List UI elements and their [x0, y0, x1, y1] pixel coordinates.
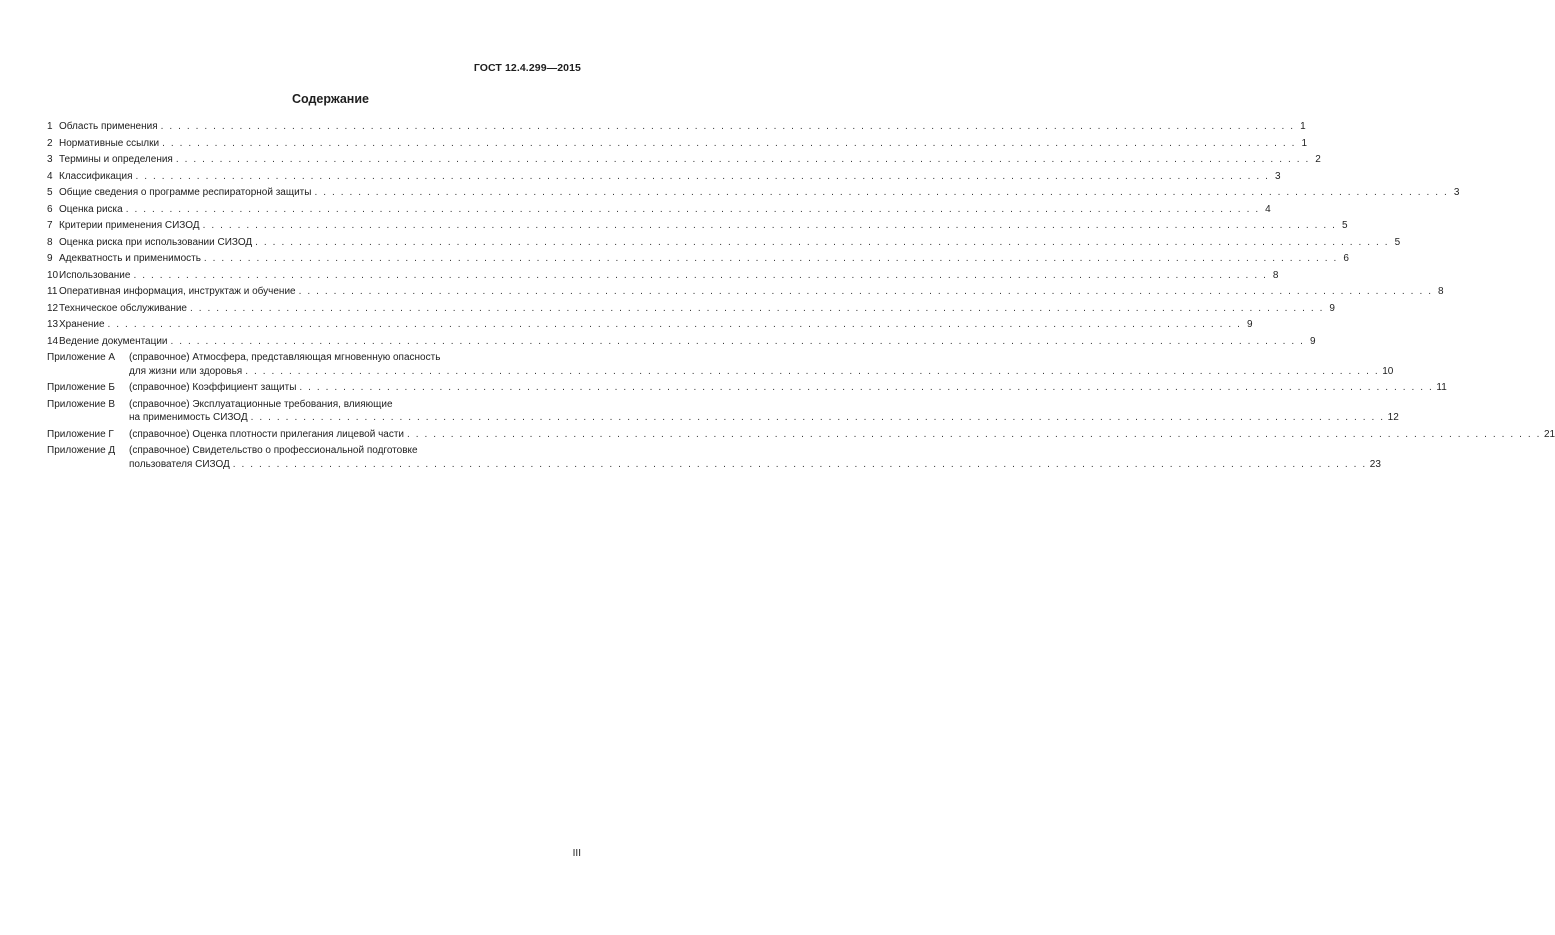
toc-entry-page: 1: [1300, 121, 1306, 132]
toc-row: [47, 203, 1271, 217]
toc-row: [47, 335, 1316, 349]
toc-entry[interactable]: [47, 170, 1281, 184]
toc-entry-text: [47, 236, 252, 250]
toc-entry[interactable]: [47, 137, 1308, 151]
toc-row: [47, 269, 1279, 283]
toc-entry-text: [47, 335, 168, 349]
toc-row: [129, 428, 1555, 442]
appendix-page: 12: [1387, 412, 1399, 423]
toc-entry-label: Термины и определения: [59, 154, 173, 165]
appendix-title-line1: (справочное) Эксплуатационные требования, влияющие: [129, 398, 393, 410]
appendix-title-line2: пользователя СИЗОД: [129, 458, 230, 470]
dot-leader: [245, 365, 1379, 379]
toc-entry-text: [47, 203, 123, 217]
toc-entry-label: Адекватность и применимость: [59, 253, 201, 264]
toc-entry-label: Нормативные ссылки: [59, 137, 160, 149]
toc-entry-page: 4: [1265, 203, 1271, 215]
toc-entry[interactable]: [47, 335, 1316, 349]
toc-entry[interactable]: [47, 186, 1460, 200]
toc-entry-number: 8: [47, 236, 53, 248]
dot-leader: [161, 120, 1295, 134]
dot-leader: [204, 252, 1338, 266]
appendix-body: [129, 398, 1399, 425]
toc-entry-page: 3: [1274, 170, 1281, 182]
toc-entry-text: [47, 153, 173, 167]
toc-entry-page: 5: [1394, 236, 1401, 248]
appendix-title-line2: для жизни или здоровья: [129, 365, 243, 377]
toc-row: [47, 137, 1308, 151]
toc-entry-text: [47, 269, 130, 283]
appendix-label: Приложение А: [47, 352, 116, 363]
toc-entry[interactable]: [47, 252, 1349, 266]
toc-entry-text: [47, 219, 200, 233]
toc-row: [129, 458, 1381, 472]
dot-leader: [255, 236, 1389, 250]
appendix-body: [129, 444, 1381, 471]
appendix-entry[interactable]: [47, 381, 1447, 395]
toc-entry-page: 6: [1343, 253, 1349, 264]
toc-row: [47, 170, 1281, 184]
toc-entry-text: [47, 170, 133, 184]
toc-entry-text: [47, 120, 158, 134]
appendices-list: [47, 351, 1555, 471]
appendix-entry[interactable]: [47, 398, 1399, 425]
toc-entry-number: 11: [47, 286, 58, 297]
toc-entry-number: 12: [47, 302, 59, 314]
dot-leader: [171, 335, 1305, 349]
toc-entry-label: Оценка риска при использовании СИЗОД: [59, 236, 253, 248]
toc-row: [129, 365, 1393, 379]
toc-entry[interactable]: [47, 302, 1335, 316]
toc-entry-label: Ведение документации: [59, 335, 168, 347]
toc-entry-page: 8: [1272, 269, 1279, 281]
appendix-title-line1: (справочное) Свидетельство о профессиональной подготовке: [129, 445, 418, 456]
appendix-entry[interactable]: [47, 444, 1381, 471]
sections-list: [47, 120, 1460, 348]
toc-entry[interactable]: [47, 219, 1348, 233]
toc-entry[interactable]: [47, 203, 1271, 217]
toc-row: [129, 411, 1399, 425]
toc-entry-number: 1: [47, 121, 53, 132]
dot-leader: [126, 203, 1260, 217]
appendix-entry[interactable]: [47, 428, 1555, 442]
toc-entry-label: Оценка риска: [59, 203, 123, 215]
toc-entry-label: Использование: [59, 269, 131, 281]
toc-entry-text: [47, 318, 105, 332]
dot-leader: [133, 269, 1267, 283]
toc-row: [47, 236, 1401, 250]
table-of-contents: [47, 120, 1555, 474]
toc-row: [47, 219, 1348, 233]
dot-leader: [299, 285, 1433, 299]
toc-entry-number: 14: [47, 335, 59, 347]
toc-entry-page: 9: [1309, 335, 1316, 347]
toc-entry[interactable]: [47, 120, 1306, 134]
appendix-page: 11: [1436, 382, 1447, 393]
toc-row: [47, 252, 1349, 266]
appendix-page: 21: [1544, 428, 1555, 440]
appendix-body: [129, 351, 1393, 378]
appendix-body: [129, 381, 1447, 395]
toc-entry-label: Оперативная информация, инструктаж и обучение: [59, 286, 296, 297]
toc-row: [47, 120, 1306, 134]
toc-entry-label: Критерии применения СИЗОД: [59, 220, 200, 231]
dot-leader: [251, 411, 1385, 425]
dot-leader: [407, 428, 1541, 442]
dot-leader: [314, 186, 1448, 200]
toc-entry-label: Хранение: [59, 319, 105, 330]
toc-entry-page: 1: [1301, 137, 1308, 149]
toc-entry-number: 2: [47, 137, 53, 149]
appendix-label: Приложение В: [47, 398, 116, 410]
toc-entry[interactable]: [47, 269, 1279, 283]
toc-entry-label: Общие сведения о программе респираторной защиты: [59, 187, 312, 198]
dot-leader: [190, 302, 1324, 316]
toc-row: [47, 186, 1460, 200]
toc-entry-text: [47, 186, 311, 200]
toc-row: [47, 285, 1444, 299]
toc-entry-page: 2: [1315, 154, 1321, 165]
toc-entry-page: 9: [1246, 319, 1253, 330]
toc-title: Содержание: [291, 92, 369, 106]
appendix-page: 23: [1369, 458, 1381, 470]
toc-entry-page: 8: [1438, 286, 1444, 297]
dot-leader: [162, 137, 1296, 151]
appendix-body: [129, 428, 1555, 442]
appendix-page: 10: [1382, 365, 1394, 377]
toc-entry[interactable]: [47, 285, 1444, 299]
toc-entry-label: Классификация: [59, 170, 133, 182]
document-code: ГОСТ 12.4.299—2015: [473, 62, 581, 74]
appendix-entry[interactable]: [47, 351, 1394, 378]
toc-entry[interactable]: [47, 318, 1253, 332]
toc-entry-number: 6: [47, 203, 53, 215]
toc-entry-label: Область применения: [59, 121, 158, 132]
dot-leader: [176, 153, 1310, 167]
appendix-label: Приложение Б: [47, 382, 115, 393]
toc-row: [47, 318, 1253, 332]
toc-entry-number: 5: [47, 187, 53, 198]
toc-row: [47, 153, 1321, 167]
toc-entry-label: Техническое обслуживание: [59, 302, 187, 314]
toc-entry[interactable]: [47, 236, 1401, 250]
toc-entry-text: [47, 285, 296, 299]
toc-entry-number: 10: [47, 269, 59, 281]
toc-row: [129, 381, 1447, 395]
toc-entry-page: 9: [1329, 302, 1335, 314]
toc-entry-number: 3: [47, 154, 53, 165]
toc-entry-number: 4: [47, 170, 53, 182]
page-number: III: [572, 848, 581, 859]
appendix-title-line1: (справочное) Атмосфера, представляющая мгновенную опасность: [129, 352, 441, 363]
appendix-title-line2: на применимость СИЗОД: [129, 412, 248, 423]
dot-leader: [203, 219, 1337, 233]
toc-entry[interactable]: [47, 153, 1321, 167]
dot-leader: [299, 381, 1433, 395]
toc-entry-number: 9: [47, 253, 53, 264]
appendix-label: Приложение Г: [47, 428, 114, 440]
appendix-title-line1: (справочное) Коэффициент защиты: [129, 382, 297, 393]
dot-leader: [108, 318, 1242, 332]
toc-row: [47, 302, 1335, 316]
toc-entry-text: [47, 137, 159, 151]
toc-entry-text: [47, 302, 187, 316]
toc-entry-number: 13: [47, 319, 59, 330]
dot-leader: [136, 170, 1270, 184]
appendix-label: Приложение Д: [47, 445, 116, 456]
toc-entry-number: 7: [47, 220, 53, 231]
appendix-title-line1: (справочное) Оценка плотности прилегания лицевой части: [129, 428, 405, 440]
dot-leader: [233, 458, 1367, 472]
toc-entry-text: [47, 252, 201, 266]
toc-entry-page: 5: [1342, 220, 1348, 231]
toc-entry-page: 3: [1453, 187, 1460, 198]
